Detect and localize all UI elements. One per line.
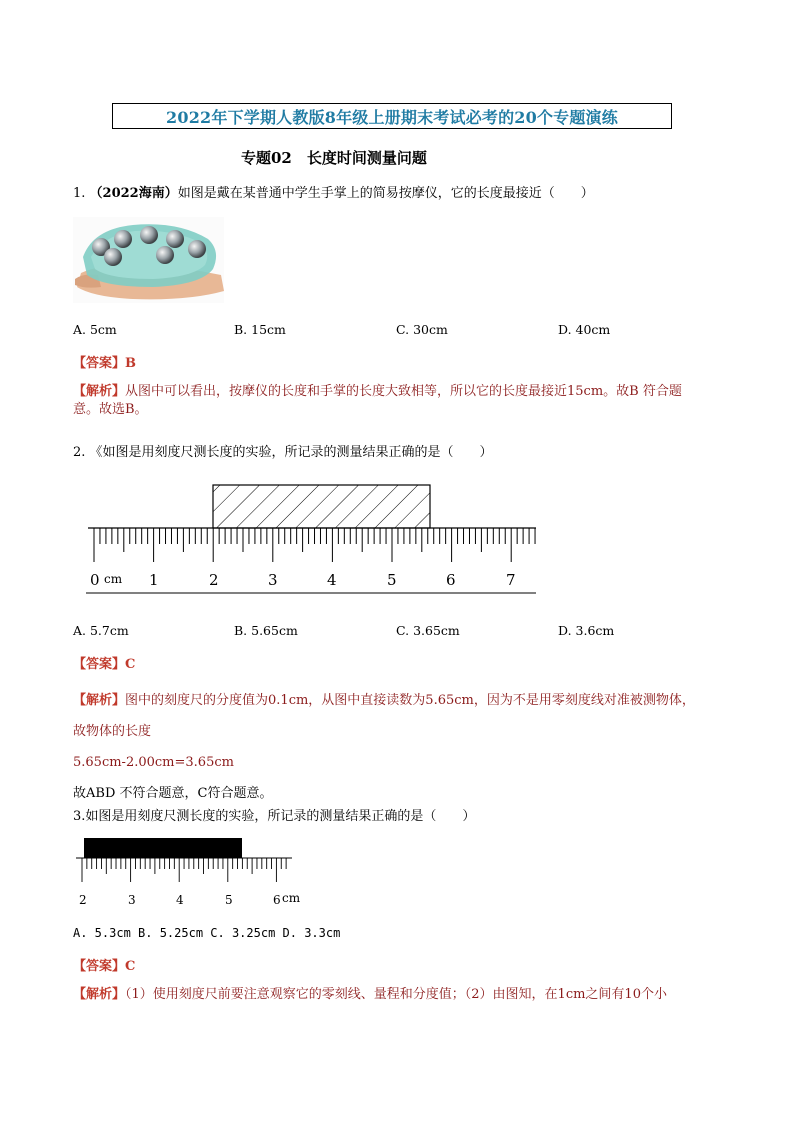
q1-analysis-label: 【解析】 — [73, 384, 126, 399]
ruler-label-2: 2 — [209, 571, 219, 589]
q1-option-c[interactable]: C. 30cm — [396, 322, 448, 337]
question-1-stem: 如图是戴在某普通中学生手掌上的简易按摩仪，它的长度最接近（ ） — [177, 186, 594, 201]
ruler-label-unit: cm — [104, 572, 123, 586]
ruler-label-7: 7 — [506, 571, 516, 589]
q2-analysis-line-4: 故ABD 不符合题意，C符合题意。 — [73, 786, 273, 801]
document-title-box — [112, 103, 672, 129]
q1-option-b[interactable]: B. 15cm — [234, 322, 286, 337]
q2-answer-value: C — [125, 657, 136, 672]
q3-ruler-label-6: 6 — [273, 893, 281, 907]
q3-ruler-label-unit: cm — [282, 891, 301, 905]
ruler-label-4: 4 — [327, 571, 337, 589]
q2-ruler-figure — [86, 480, 541, 596]
q2-analysis-line-1: 图中的刻度尺的分度值为0.1cm，从图中直接读数为5.65cm，因为不是用零刻度线对准被测物体， — [125, 693, 695, 708]
question-3-number: 3. — [73, 809, 86, 824]
q2-option-c[interactable]: C. 3.65cm — [396, 623, 460, 638]
document-title: 2022年下学期人教版8年级上册期末考试必考的20个专题演练 — [166, 107, 618, 127]
question-2-number: 2. — [73, 445, 86, 460]
q2-option-d[interactable]: D. 3.6cm — [558, 623, 615, 638]
q3-answer — [73, 955, 135, 974]
measured-object — [213, 485, 430, 528]
topic-subtitle: 专题02 长度时间测量问题 — [241, 149, 427, 167]
q3-options[interactable]: A. 5.3cm B. 5.25cm C. 3.25cm D. 3.3cm — [73, 926, 341, 940]
q2-option-b[interactable]: B. 5.65cm — [234, 623, 298, 638]
ruler-label-1: 1 — [149, 571, 159, 589]
q1-answer-value: B — [125, 356, 137, 371]
q3-answer-value: C — [125, 959, 136, 974]
q3-analysis — [73, 986, 667, 1004]
question-1 — [73, 185, 594, 203]
question-1-source: （2022海南） — [89, 186, 178, 201]
q3-answer-label: 【答案】 — [73, 959, 126, 974]
q1-answer — [73, 352, 136, 371]
q2-answer-label: 【答案】 — [73, 657, 126, 672]
ruler-label-6: 6 — [446, 571, 456, 589]
ruler-label-3: 3 — [268, 571, 278, 589]
q2-analysis-line-2: 故物体的长度 — [73, 724, 152, 739]
q2-option-a[interactable]: A. 5.7cm — [73, 623, 129, 638]
question-3 — [73, 808, 475, 826]
q3-ruler-figure — [74, 836, 304, 910]
q3-ruler-label-4: 4 — [176, 893, 184, 907]
q3-ruler-label-5: 5 — [225, 893, 233, 907]
question-2 — [73, 444, 493, 462]
q1-analysis — [73, 383, 682, 419]
q2-analysis-line-3: 5.65cm-2.00cm=3.65cm — [73, 755, 234, 770]
ruler-label-5: 5 — [387, 571, 397, 589]
question-3-stem: 如图是用刻度尺测长度的实验，所记录的测量结果正确的是（ ） — [85, 809, 476, 824]
q3-analysis-label: 【解析】 — [73, 987, 126, 1002]
measured-black-bar — [84, 838, 242, 858]
q1-analysis-line-2: 意。故选B。 — [73, 402, 148, 417]
q1-option-a[interactable]: A. 5cm — [73, 322, 117, 337]
ruler-label-0: 0 — [90, 571, 100, 589]
q2-analysis-label: 【解析】 — [73, 693, 126, 708]
q1-option-d[interactable]: D. 40cm — [558, 322, 611, 337]
question-1-number: 1. — [73, 186, 86, 201]
q2-analysis — [73, 685, 695, 809]
q3-ruler-label-2: 2 — [79, 893, 87, 907]
q2-answer — [73, 653, 135, 672]
q2-ruler-ticks — [94, 528, 535, 562]
massager-photo — [73, 217, 224, 303]
q1-answer-label: 【答案】 — [73, 356, 126, 371]
question-2-stem: 《如图是用刻度尺测长度的实验，所记录的测量结果正确的是（ ） — [89, 445, 493, 460]
q3-analysis-line-1: （1）使用刻度尺前要注意观察它的零刻线、量程和分度值；（2）由图知，在1cm之间有10个小 — [125, 987, 667, 1002]
q3-ruler-ticks — [82, 858, 286, 882]
q3-ruler-label-3: 3 — [128, 893, 136, 907]
q1-analysis-line-1: 从图中可以看出，按摩仪的长度和手掌的长度大致相等，所以它的长度最接近15cm。故B 符合题 — [125, 384, 682, 399]
